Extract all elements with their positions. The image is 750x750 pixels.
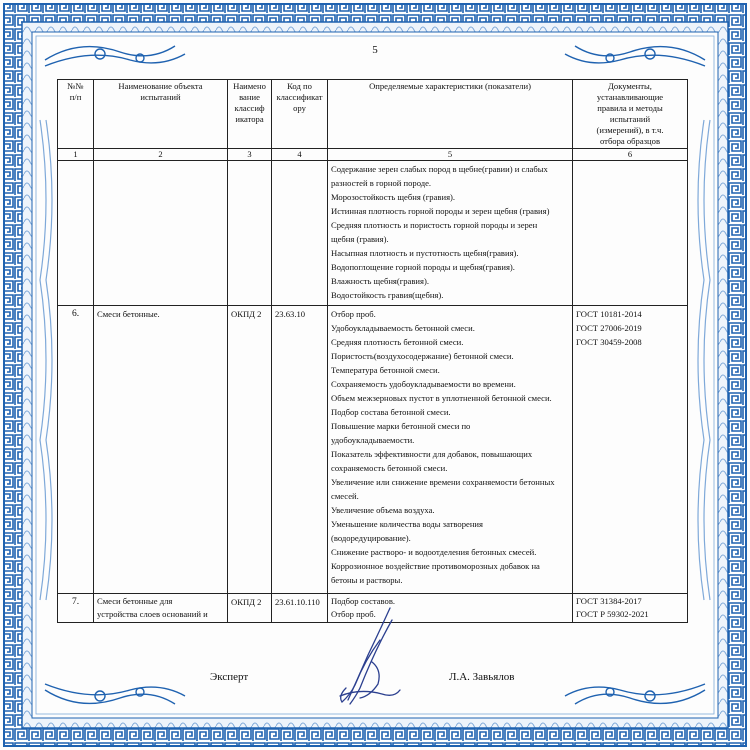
characteristic-line: Увеличение или снижение времени сохраняемости бетонных bbox=[331, 477, 555, 487]
standard-document: ГОСТ 30459-2008 bbox=[576, 337, 642, 347]
characteristic-line: Водопоглощение горной породы и щебня(гравия). bbox=[331, 262, 515, 272]
characteristic-line: Удобоукладываемость бетонной смеси. bbox=[331, 323, 475, 333]
column-number: 2 bbox=[94, 149, 228, 161]
expert-signature bbox=[320, 600, 410, 710]
standard-document: ГОСТ 27006-2019 bbox=[576, 323, 642, 333]
characteristic-line: Средняя плотность бетонной смеси. bbox=[331, 337, 464, 347]
object-name: Смеси бетонные. bbox=[94, 306, 228, 594]
characteristic-line: Объем межзерновых пустот в уплотненной бетонной смеси. bbox=[331, 393, 552, 403]
column-number: 5 bbox=[328, 149, 573, 161]
characteristic-line: (водоредуцирование). bbox=[331, 533, 411, 543]
column-number: 6 bbox=[573, 149, 688, 161]
characteristic-line: Увеличение объема воздуха. bbox=[331, 505, 435, 515]
classifier-name bbox=[228, 161, 272, 306]
classifier-code bbox=[272, 161, 328, 306]
table-row bbox=[58, 161, 688, 306]
header-num: №№ п/п bbox=[58, 80, 94, 149]
classifier-code: 23.63.10 bbox=[272, 306, 328, 594]
characteristic-line: Морозостойкость щебня (гравия). bbox=[331, 192, 456, 202]
classifier-code: 23.61.10.110 bbox=[272, 594, 328, 623]
column-number-row bbox=[58, 149, 688, 161]
standard-document: ГОСТ Р 59302-2021 bbox=[576, 609, 649, 619]
scope-table bbox=[57, 79, 688, 623]
characteristic-line: Повышение марки бетонной смеси по bbox=[331, 421, 471, 431]
column-number: 4 bbox=[272, 149, 328, 161]
characteristic-line: Снижение растворо- и водоотделения бетонных смесей. bbox=[331, 547, 537, 557]
characteristic-line: Подбор составов. bbox=[331, 596, 396, 606]
expert-label: Эксперт bbox=[210, 671, 249, 683]
object-name: Смеси бетонные для устройства слоев оснований и bbox=[94, 594, 228, 623]
row-number bbox=[58, 161, 94, 306]
characteristic-line: Температура бетонной смеси. bbox=[331, 365, 440, 375]
characteristic-line: удобоукладываемости. bbox=[331, 435, 415, 445]
header-documents: Документы, устанавливающие правила и методы испытаний (измерений), в т.ч. отбора образцов bbox=[573, 80, 688, 149]
characteristic-line: Истинная плотность горной породы и зерен щебня (гравия) bbox=[331, 206, 550, 216]
header-characteristics: Определяемые характеристики (показатели) bbox=[328, 80, 573, 149]
header-object: Наименование объекта испытаний bbox=[94, 80, 228, 149]
standard-document: ГОСТ 10181-2014 bbox=[576, 309, 642, 319]
classifier-name: ОКПД 2 bbox=[228, 594, 272, 623]
table-header-row bbox=[58, 80, 688, 149]
standard-document: ГОСТ 31384-2017 bbox=[576, 596, 642, 606]
characteristic-line: Влажность щебня(гравия). bbox=[331, 276, 429, 286]
characteristic-line: Насыпная плотность и пустотность щебня(гравия). bbox=[331, 248, 519, 258]
characteristic-line: Сохраняемость удобоукладываемости во времени. bbox=[331, 379, 516, 389]
characteristic-line: Подбор состава бетонной смеси. bbox=[331, 407, 451, 417]
characteristic-line: Коррозионное воздействие противоморозных добавок на bbox=[331, 561, 540, 571]
column-number: 1 bbox=[58, 149, 94, 161]
characteristic-line: сохраняемость бетонной смеси. bbox=[331, 463, 448, 473]
characteristic-line: Отбор проб. bbox=[331, 609, 376, 619]
characteristic-line: Водостойкость гравия(щебня). bbox=[331, 290, 444, 300]
header-classifier: Наимено вание классиф икатора bbox=[228, 80, 272, 149]
characteristics-cell bbox=[328, 161, 573, 306]
header-code: Код по классификат ору bbox=[272, 80, 328, 149]
classifier-name: ОКПД 2 bbox=[228, 306, 272, 594]
table-row bbox=[58, 306, 688, 594]
characteristic-line: бетоны и растворы. bbox=[331, 575, 403, 585]
expert-name: Л.А. Завьялов bbox=[449, 671, 515, 683]
column-number: 3 bbox=[228, 149, 272, 161]
characteristic-line: Отбор проб. bbox=[331, 309, 376, 319]
characteristic-line: Уменьшение количества воды затворения bbox=[331, 519, 483, 529]
characteristic-line: Показатель эффективности для добавок, повышающих bbox=[331, 449, 533, 459]
documents-cell bbox=[573, 161, 688, 306]
characteristics-cell bbox=[328, 306, 573, 594]
row-number: 7. bbox=[58, 594, 94, 623]
characteristic-line: Содержание зерен слабых пород в щебне(гравии) и слабых bbox=[331, 164, 548, 174]
characteristic-line: Средняя плотность и пористость горной породы и зерен bbox=[331, 220, 538, 230]
documents-cell bbox=[573, 594, 688, 623]
documents-cell bbox=[573, 306, 688, 594]
object-name bbox=[94, 161, 228, 306]
page-number: 5 bbox=[372, 44, 378, 56]
characteristic-line: Пористость(воздухосодержание) бетонной смеси. bbox=[331, 351, 514, 361]
row-number: 6. bbox=[58, 306, 94, 594]
characteristic-line: смесей. bbox=[331, 491, 359, 501]
characteristic-line: щебня (гравия). bbox=[331, 234, 389, 244]
characteristic-line: разностей в горной породе. bbox=[331, 178, 432, 188]
